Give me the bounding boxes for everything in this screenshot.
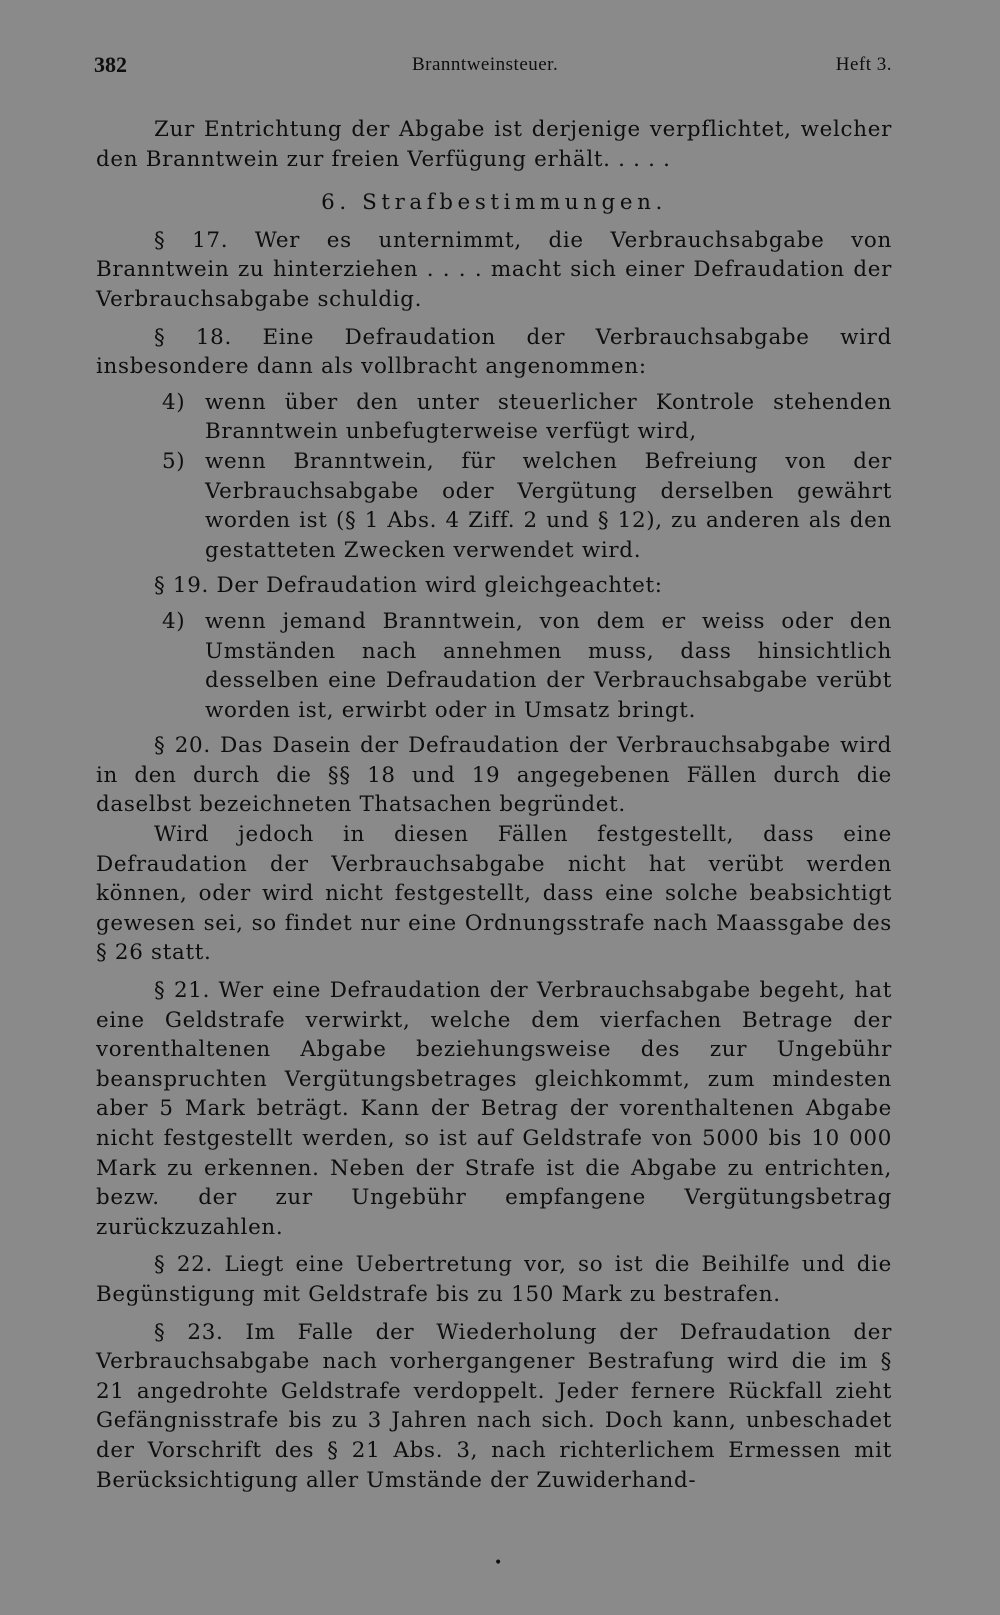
paragraph-17: § 17. Wer es unternimmt, die Verbrauchsabgabe von Branntwein zu hinterziehen . . . . macht sich einer Defraudation der Verbrauchsabgabe schuldig.	[96, 227, 892, 312]
paragraph-21: § 21. Wer eine Defraudation der Verbrauchsabgabe begeht, hat eine Geldstrafe verwirkt, welche dem vierfachen Betrage der vorenthaltenen Abgabe beziehungsweise des zur Ungebühr beanspruchten Vergütungsbetrages gleichkommt, zum mindesten aber 5 Mark beträgt. Kann der Betrag der vorenthaltenen Abgabe nicht festgestellt werden, so ist auf Geldstrafe von 5000 bis 10 000 Mark zu erkennen. Neben der Strafe ist die Abgabe zu entrichten, bezw. der zur Ungebühr empfangene Vergütungsbetrag zurückzuzahlen.	[96, 978, 892, 1240]
paragraph-intro: Zur Entrichtung der Abgabe ist derjenige verpflichtet, welcher den Branntwein zur freien Verfügung erhält. . . . .	[96, 117, 892, 172]
section-heading: 6. Strafbestimmungen.	[321, 190, 667, 216]
paragraph-20: § 20. Das Dasein der Defraudation der Verbrauchsabgabe wird in den durch die §§ 18 und 19 angegebenen Fällen durch die daselbst bezeichneten Thatsachen begründet.	[96, 733, 892, 818]
paragraph-20-continued: Wird jedoch in diesen Fällen festgestellt, dass eine Defraudation der Verbrauchsabgabe nicht hat verübt werden können, oder wird nicht festgestellt, dass eine solche beabsichtigt gewesen sei, so findet nur eine Ordnungsstrafe nach Maassgabe des § 26 statt.	[96, 822, 892, 966]
paragraph-23: § 23. Im Falle der Wiederholung der Defraudation der Verbrauchsabgabe nach vorhergangener Bestrafung wird die im § 21 angedrohte Geldstrafe verdoppelt. Jeder fernere Rückfall zieht Gefängnisstrafe bis zu 3 Jahren nach sich. Doch kann, unbeschadet der Vorschrift des § 21 Abs. 3, nach richterlichem Ermessen mit Berücksichtigung aller Umstände der Zuwiderhand-	[96, 1319, 892, 1493]
paragraph-18: § 18. Eine Defraudation der Verbrauchsabgabe wird insbesondere dann als vollbracht angenommen:	[96, 324, 892, 380]
running-title: Branntweinsteuer.	[412, 54, 559, 75]
list-item	[96, 447, 892, 565]
list-item-text: wenn über den unter steuerlicher Kontrole stehenden Branntwein unbefugterweise verfügt wird,	[205, 389, 892, 445]
issue-label: Heft 3.	[835, 54, 892, 75]
page-number: 382	[94, 52, 127, 77]
list-item-number: 4)	[162, 608, 186, 634]
list-item-text: wenn Branntwein, für welchen Befreiung von der Verbrauchsabgabe oder Vergütung derselben gewährt worden ist (§ 1 Abs. 4 Ziff. 2 und § 12), zu anderen als den gestatteten Zwecken verwendet wird.	[205, 448, 892, 563]
list-item-number: 5)	[162, 448, 186, 474]
list-item-text: wenn jemand Branntwein, von dem er weiss oder den Umständen nach annehmen muss, dass hinsichtlich desselben eine Defraudation der Verbrauchsabgabe verübt worden ist, erwirbt oder in Umsatz bringt.	[205, 608, 892, 723]
list-item	[96, 388, 892, 447]
page-header	[94, 52, 892, 82]
footer-mark: •	[494, 1555, 503, 1571]
page-body	[96, 115, 892, 1495]
paragraph-19: § 19. Der Defraudation wird gleichgeachtet:	[154, 573, 663, 599]
paragraph-22: § 22. Liegt eine Uebertretung vor, so ist die Beihilfe und die Begünstigung mit Geldstrafe bis zu 150 Mark zu bestrafen.	[96, 1252, 892, 1307]
list-item	[96, 607, 892, 725]
list-item-number: 4)	[162, 389, 186, 415]
